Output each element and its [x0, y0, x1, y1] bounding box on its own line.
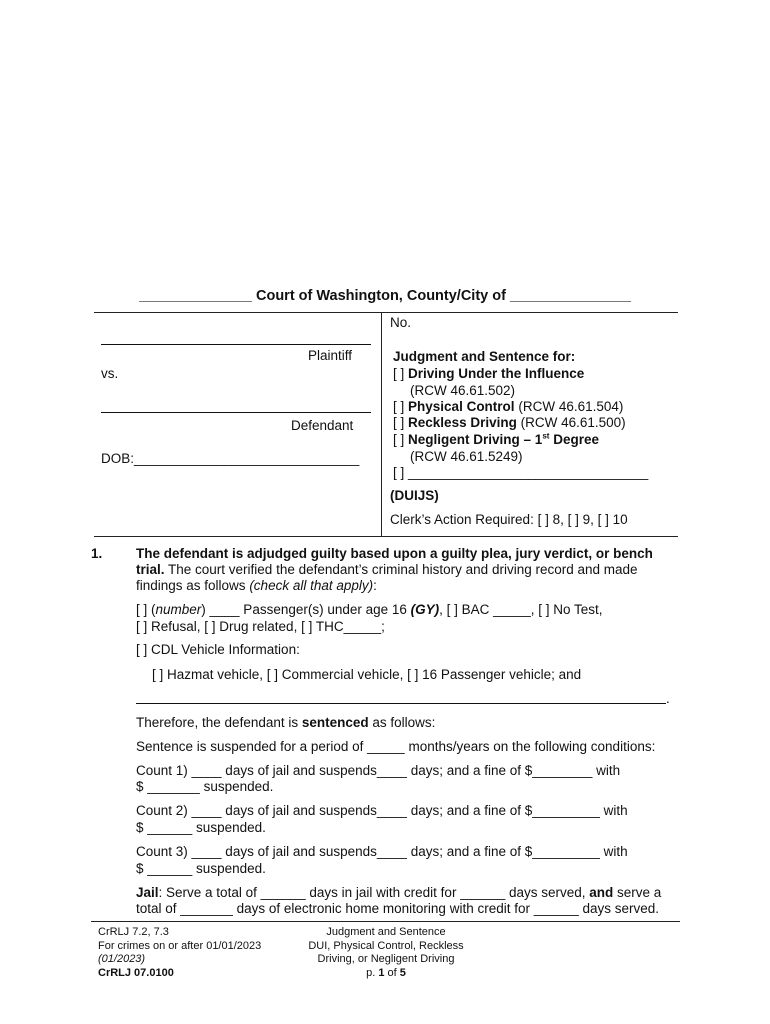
section-number: 1.	[91, 546, 103, 561]
cdl-vehicle-options[interactable]: [ ] Hazmat vehicle, [ ] Commercial vehicle, [ ] 16 Passenger vehicle; and	[152, 667, 582, 682]
findings-refusal-drug[interactable]: [ ] Refusal, [ ] Drug related, [ ] THC_____;	[136, 619, 385, 634]
footer-rule	[91, 921, 680, 922]
other-charge-field[interactable]: [ ] ________________________________	[393, 465, 649, 480]
judgment-title: Judgment and Sentence for:	[393, 349, 576, 364]
cdl-blank-line[interactable]	[136, 703, 666, 704]
reckless-driving-checkbox[interactable]: [ ]	[393, 415, 405, 430]
adjudged-guilty-heading: The defendant is adjudged guilty based upon a guilty plea, jury verdict, or bench	[136, 546, 653, 561]
dui-rcw: (RCW 46.61.502)	[410, 383, 516, 398]
negligent-driving-option[interactable]	[393, 432, 599, 447]
caption-divider	[381, 312, 382, 536]
plaintiff-label: Plaintiff	[308, 348, 353, 363]
sentenced-statement: Therefore, the defendant is sentenced as follows:	[136, 715, 436, 730]
physical-control-rcw: (RCW 46.61.504)	[518, 399, 624, 414]
defendant-line[interactable]	[101, 412, 371, 413]
count3-line2[interactable]: $ ______ suspended.	[136, 861, 266, 876]
court-title: ______________ Court of Washington, County/City of _______________	[139, 288, 631, 304]
form-code: (DUIJS)	[390, 488, 439, 503]
case-number-label: No.	[390, 315, 412, 330]
verified-history-text: trial. The court verified the defendant’s criminal history and driving record and made	[136, 562, 638, 577]
vs-label: vs.	[101, 366, 119, 381]
negligent-driving-label: Negligent Driving – 1st Degree	[408, 431, 599, 447]
count3-line1[interactable]: Count 3) ____ days of jail and suspends____ days; and a fine of $_________ with	[136, 844, 628, 859]
count2-line2[interactable]: $ ______ suspended.	[136, 820, 266, 835]
crimes-after-date: For crimes on or after 01/01/2023	[98, 939, 262, 952]
findings-intro: findings as follows (check all that apply):	[136, 578, 377, 593]
physical-control-checkbox[interactable]: [ ]	[393, 399, 405, 414]
footer-left	[98, 926, 261, 980]
count1-line1[interactable]: Count 1) ____ days of jail and suspends____ days; and a fine of $________ with	[136, 763, 621, 778]
dob-field[interactable]: DOB:______________________________	[101, 451, 360, 466]
footer-center	[286, 926, 486, 980]
reckless-driving-option[interactable]	[393, 415, 626, 430]
page-indicator: p. 1 of 5	[366, 966, 406, 979]
rule-reference: CrRLJ 7.2, 7.3	[98, 926, 169, 938]
cdl-line-period: .	[666, 691, 670, 706]
cdl-vehicle-info[interactable]: [ ] CDL Vehicle Information:	[136, 642, 300, 657]
physical-control-label: Physical Control	[408, 399, 515, 414]
count1-line2[interactable]: $ _______ suspended.	[136, 779, 274, 794]
caption-bottom-rule	[94, 536, 678, 537]
jail-line1[interactable]: Jail: Serve a total of ______ days in jail with credit for ______ days served, and serve a	[136, 885, 662, 900]
findings-passengers-bac[interactable]: [ ] (number) ____ Passenger(s) under age 16 (GY), [ ] BAC _____, [ ] No Test,	[136, 602, 603, 617]
footer-title-2: DUI, Physical Control, Reckless	[308, 939, 464, 952]
form-number: CrRLJ 07.0100	[98, 966, 174, 979]
reckless-driving-rcw: (RCW 46.61.500)	[520, 415, 626, 430]
jail-line2[interactable]: total of _______ days of electronic home monitoring with credit for ______ days served.	[136, 901, 660, 916]
caption-top-rule	[94, 312, 678, 313]
clerk-action-required[interactable]: Clerk’s Action Required: [ ] 8, [ ] 9, [ ] 10	[390, 512, 628, 527]
negligent-driving-rcw: (RCW 46.61.5249)	[410, 449, 523, 464]
suspension-period[interactable]: Sentence is suspended for a period of _____ months/years on the following conditions:	[136, 739, 656, 754]
footer-title-3: Driving, or Negligent Driving	[317, 953, 455, 965]
dui-label: Driving Under the Influence	[408, 366, 585, 381]
form-version: (01/2023)	[98, 953, 146, 965]
defendant-label: Defendant	[291, 418, 354, 433]
footer-title-1: Judgment and Sentence	[326, 926, 446, 938]
count2-line1[interactable]: Count 2) ____ days of jail and suspends____ days; and a fine of $_________ with	[136, 803, 628, 818]
dui-option[interactable]	[393, 366, 584, 381]
reckless-driving-label: Reckless Driving	[408, 415, 517, 430]
negligent-driving-checkbox[interactable]: [ ]	[393, 432, 405, 447]
plaintiff-line[interactable]	[101, 344, 371, 345]
dui-checkbox[interactable]: [ ]	[393, 366, 405, 381]
physical-control-option[interactable]	[393, 399, 623, 414]
